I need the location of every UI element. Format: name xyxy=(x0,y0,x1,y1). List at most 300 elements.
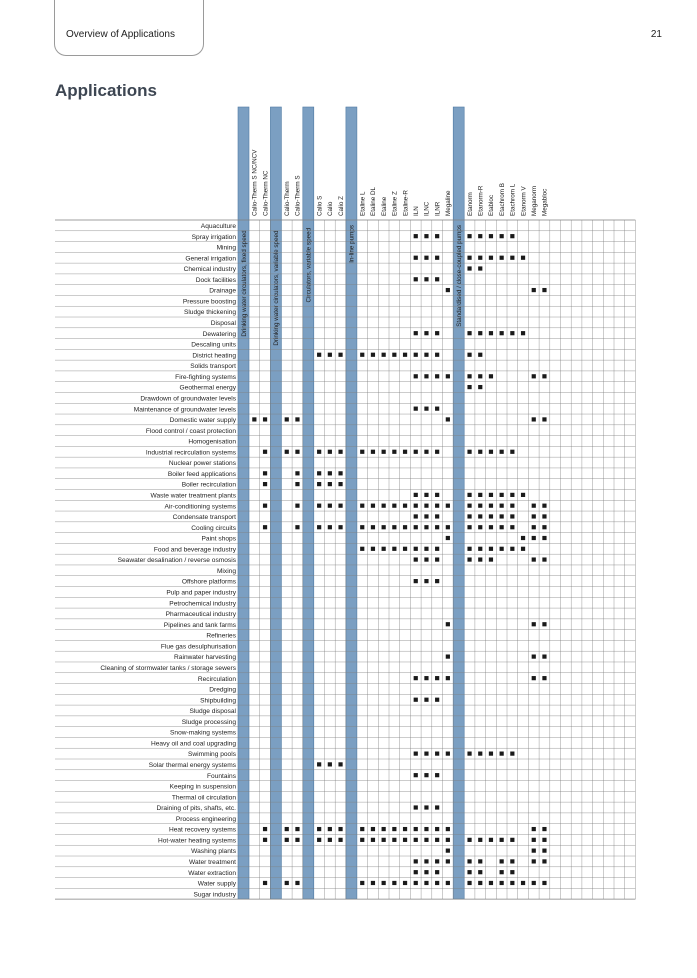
application-mark xyxy=(489,881,493,885)
column-header: Calio-Therm S xyxy=(294,175,302,216)
application-mark xyxy=(317,827,321,831)
application-mark xyxy=(532,838,536,842)
application-mark xyxy=(338,450,342,454)
application-mark xyxy=(446,827,450,831)
row-label: Cooling circuits xyxy=(191,524,236,532)
application-mark xyxy=(360,827,364,831)
application-mark xyxy=(489,838,493,842)
row-label: Snow-making systems xyxy=(170,729,236,737)
application-mark xyxy=(403,353,407,357)
row-label: Swimming pools xyxy=(187,751,236,759)
application-mark xyxy=(392,450,396,454)
column-header: Calio-Therm NC xyxy=(262,170,270,216)
application-mark xyxy=(532,374,536,378)
application-mark xyxy=(424,450,428,454)
row-label: Mining xyxy=(216,244,236,252)
application-mark xyxy=(392,838,396,842)
row-label: Spray irrigation xyxy=(191,233,236,241)
application-mark xyxy=(371,547,375,551)
application-mark xyxy=(285,881,289,885)
application-mark xyxy=(446,374,450,378)
application-mark xyxy=(317,525,321,529)
row-label: Pulp and paper industry xyxy=(166,589,236,597)
application-mark xyxy=(424,698,428,702)
application-mark xyxy=(360,547,364,551)
application-mark xyxy=(424,773,428,777)
application-mark xyxy=(435,277,439,281)
application-mark xyxy=(295,482,299,486)
application-mark xyxy=(500,547,504,551)
application-mark xyxy=(295,827,299,831)
application-mark xyxy=(317,838,321,842)
application-mark xyxy=(532,622,536,626)
application-mark xyxy=(542,622,546,626)
application-mark xyxy=(542,654,546,658)
application-mark xyxy=(542,374,546,378)
application-mark xyxy=(392,525,396,529)
application-mark xyxy=(295,450,299,454)
application-mark xyxy=(328,762,332,766)
application-mark xyxy=(446,417,450,421)
application-mark xyxy=(360,450,364,454)
row-label: Disposal xyxy=(210,320,236,328)
column-header: Calio-Therm S NC/NCV xyxy=(251,149,259,216)
row-label: Sludge processing xyxy=(181,718,236,726)
column-header: Etanorm V xyxy=(520,186,528,216)
application-mark xyxy=(382,525,386,529)
application-mark xyxy=(414,547,418,551)
application-mark xyxy=(478,881,482,885)
application-mark xyxy=(414,493,418,497)
application-mark xyxy=(500,493,504,497)
application-mark xyxy=(360,525,364,529)
group-label: In-line pumps xyxy=(348,224,356,263)
application-mark xyxy=(478,385,482,389)
application-mark xyxy=(371,504,375,508)
application-mark xyxy=(467,870,471,874)
application-mark xyxy=(489,493,493,497)
application-mark xyxy=(328,450,332,454)
application-mark xyxy=(467,450,471,454)
row-label: Fire-fighting systems xyxy=(175,373,236,381)
column-header: Etaline xyxy=(380,196,388,216)
application-mark xyxy=(435,676,439,680)
application-mark xyxy=(414,504,418,508)
row-label: Seawater desalination / reverse osmosis xyxy=(117,557,236,565)
application-mark xyxy=(478,450,482,454)
application-mark xyxy=(414,514,418,518)
application-mark xyxy=(263,471,267,475)
application-mark xyxy=(446,881,450,885)
application-mark xyxy=(500,234,504,238)
application-mark xyxy=(338,482,342,486)
application-mark xyxy=(478,870,482,874)
application-mark xyxy=(532,417,536,421)
application-mark xyxy=(542,514,546,518)
application-mark xyxy=(317,482,321,486)
column-header: Etanorm xyxy=(466,192,474,216)
application-mark xyxy=(500,752,504,756)
application-mark xyxy=(382,547,386,551)
application-mark xyxy=(424,752,428,756)
application-mark xyxy=(263,450,267,454)
row-label: Dock facilities xyxy=(195,276,236,284)
row-label: Heavy oil and coal upgrading xyxy=(150,740,236,748)
application-mark xyxy=(435,827,439,831)
application-mark xyxy=(414,676,418,680)
application-mark xyxy=(435,407,439,411)
application-mark xyxy=(392,881,396,885)
application-mark xyxy=(532,849,536,853)
application-mark xyxy=(382,353,386,357)
row-label: Nuclear power stations xyxy=(168,460,236,468)
application-mark xyxy=(510,752,514,756)
application-mark xyxy=(467,525,471,529)
application-mark xyxy=(467,557,471,561)
row-label: Process engineering xyxy=(175,815,236,823)
application-mark xyxy=(328,482,332,486)
row-label: Flood control / coast protection xyxy=(145,427,236,435)
group-label: Standardised / close-coupled pumps xyxy=(456,224,463,327)
application-mark xyxy=(414,525,418,529)
application-mark xyxy=(489,256,493,260)
application-mark xyxy=(435,698,439,702)
group-label: Circulators, variable speed xyxy=(305,227,313,303)
application-mark xyxy=(532,654,536,658)
application-mark xyxy=(467,838,471,842)
column-header: Meganorm xyxy=(531,185,538,216)
application-mark xyxy=(478,525,482,529)
application-mark xyxy=(295,881,299,885)
application-mark xyxy=(478,256,482,260)
row-label: District heating xyxy=(192,352,236,360)
application-mark xyxy=(467,881,471,885)
application-mark xyxy=(285,827,289,831)
application-mark xyxy=(263,417,267,421)
application-mark xyxy=(328,504,332,508)
application-mark xyxy=(382,504,386,508)
application-mark xyxy=(500,525,504,529)
application-mark xyxy=(414,234,418,238)
application-mark xyxy=(500,504,504,508)
row-label: Boiler recirculation xyxy=(181,481,236,489)
group-label: Drinking water circulators, fixed speed xyxy=(240,230,248,337)
application-mark xyxy=(435,557,439,561)
application-mark xyxy=(542,838,546,842)
application-mark xyxy=(392,827,396,831)
application-mark xyxy=(510,525,514,529)
row-label: Air-conditioning systems xyxy=(164,503,236,511)
column-header: Megabloc xyxy=(541,188,549,216)
application-mark xyxy=(467,374,471,378)
application-mark xyxy=(403,547,407,551)
application-mark xyxy=(446,288,450,292)
application-mark xyxy=(521,547,525,551)
application-mark xyxy=(467,385,471,389)
application-mark xyxy=(478,547,482,551)
application-mark xyxy=(478,752,482,756)
application-mark xyxy=(414,698,418,702)
application-mark xyxy=(338,471,342,475)
application-mark xyxy=(521,331,525,335)
application-mark xyxy=(424,525,428,529)
application-mark xyxy=(360,353,364,357)
application-mark xyxy=(435,881,439,885)
application-mark xyxy=(435,234,439,238)
application-mark xyxy=(338,504,342,508)
application-mark xyxy=(338,838,342,842)
column-header: Etaline Z xyxy=(391,191,399,216)
row-label: Condensate transport xyxy=(172,514,236,522)
application-mark xyxy=(263,881,267,885)
row-label: Thermal oil circulation xyxy=(171,794,236,802)
application-mark xyxy=(489,374,493,378)
application-mark xyxy=(467,514,471,518)
application-mark xyxy=(510,256,514,260)
application-mark xyxy=(414,805,418,809)
application-mark xyxy=(403,881,407,885)
row-label: Homogenisation xyxy=(188,438,236,446)
application-mark xyxy=(542,504,546,508)
application-mark xyxy=(446,622,450,626)
application-mark xyxy=(467,752,471,756)
application-mark xyxy=(435,752,439,756)
application-mark xyxy=(263,827,267,831)
application-mark xyxy=(489,752,493,756)
application-mark xyxy=(446,654,450,658)
application-mark xyxy=(392,504,396,508)
application-mark xyxy=(371,838,375,842)
row-label: Chemical industry xyxy=(183,266,236,274)
application-mark xyxy=(338,762,342,766)
row-label: Cleaning of stormwater tanks / storage sewers xyxy=(100,664,236,672)
application-mark xyxy=(424,881,428,885)
application-mark xyxy=(489,504,493,508)
group-band xyxy=(238,107,249,899)
application-mark xyxy=(424,493,428,497)
application-mark xyxy=(532,859,536,863)
application-mark xyxy=(446,504,450,508)
column-header: ILN xyxy=(413,206,420,216)
application-mark xyxy=(403,827,407,831)
application-mark xyxy=(414,881,418,885)
application-mark xyxy=(328,471,332,475)
application-mark xyxy=(435,514,439,518)
column-header: Calio-Therm xyxy=(284,181,291,216)
application-mark xyxy=(478,514,482,518)
application-mark xyxy=(467,547,471,551)
application-mark xyxy=(295,838,299,842)
application-mark xyxy=(424,579,428,583)
row-label: Maintenance of groundwater levels xyxy=(133,406,236,414)
application-mark xyxy=(510,838,514,842)
application-mark xyxy=(478,838,482,842)
column-header: Etaline L xyxy=(359,191,367,216)
row-label: Aquaculture xyxy=(200,223,236,230)
application-mark xyxy=(285,450,289,454)
application-mark xyxy=(371,881,375,885)
application-mark xyxy=(478,374,482,378)
column-header: Megaline xyxy=(445,190,453,216)
row-label: Waste water treatment plants xyxy=(150,492,236,500)
application-mark xyxy=(392,353,396,357)
row-label: Boiler feed applications xyxy=(167,470,236,478)
application-mark xyxy=(521,493,525,497)
application-mark xyxy=(489,547,493,551)
application-mark xyxy=(500,838,504,842)
application-mark xyxy=(435,773,439,777)
application-mark xyxy=(500,870,504,874)
application-mark xyxy=(295,504,299,508)
application-mark xyxy=(328,827,332,831)
application-mark xyxy=(478,504,482,508)
column-header: Etaline-R xyxy=(402,190,410,216)
application-mark xyxy=(446,676,450,680)
row-label: Drawdown of groundwater levels xyxy=(140,395,236,403)
application-mark xyxy=(435,838,439,842)
application-mark xyxy=(263,525,267,529)
application-mark xyxy=(500,859,504,863)
application-mark xyxy=(424,557,428,561)
application-mark xyxy=(489,557,493,561)
header-title: Overview of Applications xyxy=(66,29,175,40)
application-mark xyxy=(542,288,546,292)
row-label: Pressure boosting xyxy=(182,298,236,306)
application-mark xyxy=(478,859,482,863)
application-mark xyxy=(263,504,267,508)
application-mark xyxy=(263,838,267,842)
application-mark xyxy=(435,331,439,335)
application-mark xyxy=(317,450,321,454)
application-mark xyxy=(435,525,439,529)
application-mark xyxy=(435,579,439,583)
application-mark xyxy=(532,514,536,518)
application-mark xyxy=(435,493,439,497)
column-header: ILNR xyxy=(434,201,442,216)
row-label: Recirculation xyxy=(197,675,236,683)
application-mark xyxy=(446,525,450,529)
application-mark xyxy=(285,838,289,842)
application-mark xyxy=(317,504,321,508)
application-mark xyxy=(478,266,482,270)
application-mark xyxy=(478,493,482,497)
column-header: Calio xyxy=(327,201,335,216)
application-mark xyxy=(467,493,471,497)
application-mark xyxy=(467,859,471,863)
application-mark xyxy=(467,234,471,238)
row-label: Solids transport xyxy=(190,363,236,371)
row-label: Mixing xyxy=(216,567,236,575)
column-header: Calio Z xyxy=(337,196,345,216)
row-label: Solar thermal energy systems xyxy=(148,762,236,769)
application-mark xyxy=(424,504,428,508)
application-mark xyxy=(467,353,471,357)
application-mark xyxy=(360,881,364,885)
application-mark xyxy=(424,805,428,809)
application-mark xyxy=(424,838,428,842)
row-label: Offshore platforms xyxy=(181,578,236,586)
application-mark xyxy=(371,450,375,454)
application-mark xyxy=(414,752,418,756)
application-mark xyxy=(424,827,428,831)
application-mark xyxy=(414,277,418,281)
application-mark xyxy=(414,859,418,863)
row-label: Flue gas desulphurisation xyxy=(160,643,236,651)
column-header: Calio S xyxy=(316,195,324,216)
application-mark xyxy=(414,557,418,561)
application-mark xyxy=(532,881,536,885)
application-mark xyxy=(371,827,375,831)
application-mark xyxy=(521,881,525,885)
application-mark xyxy=(446,838,450,842)
row-label: Food and beverage industry xyxy=(153,546,236,554)
application-mark xyxy=(510,870,514,874)
application-mark xyxy=(446,859,450,863)
row-label: Draining of pits, shafts, etc. xyxy=(156,805,236,813)
application-mark xyxy=(414,870,418,874)
application-mark xyxy=(424,514,428,518)
application-mark xyxy=(542,849,546,853)
application-mark xyxy=(542,557,546,561)
application-mark xyxy=(285,417,289,421)
row-label: Heat recovery systems xyxy=(168,826,236,834)
application-mark xyxy=(328,353,332,357)
column-header: Etachrom L xyxy=(509,183,517,216)
row-label: Sludge thickening xyxy=(183,309,236,317)
application-mark xyxy=(382,838,386,842)
application-mark xyxy=(532,288,536,292)
application-mark xyxy=(382,827,386,831)
row-label: Washing plants xyxy=(191,848,236,856)
application-mark xyxy=(424,256,428,260)
row-label: Sludge disposal xyxy=(189,708,236,716)
application-mark xyxy=(338,353,342,357)
group-band xyxy=(270,107,281,899)
application-mark xyxy=(542,859,546,863)
application-mark xyxy=(435,256,439,260)
application-mark xyxy=(532,557,536,561)
application-mark xyxy=(424,870,428,874)
application-mark xyxy=(414,773,418,777)
application-mark xyxy=(532,827,536,831)
application-mark xyxy=(414,407,418,411)
application-mark xyxy=(317,471,321,475)
application-mark xyxy=(500,514,504,518)
application-mark xyxy=(521,536,525,540)
application-mark xyxy=(403,838,407,842)
application-mark xyxy=(263,482,267,486)
row-label: Paint shops xyxy=(201,535,236,543)
group-band xyxy=(303,107,314,899)
row-label: Geothermal energy xyxy=(179,384,236,392)
application-mark xyxy=(295,525,299,529)
application-mark xyxy=(424,277,428,281)
page-title: Applications xyxy=(55,81,158,100)
application-mark xyxy=(435,547,439,551)
application-mark xyxy=(424,547,428,551)
application-mark xyxy=(510,331,514,335)
application-mark xyxy=(532,525,536,529)
application-mark xyxy=(478,557,482,561)
row-label: Water supply xyxy=(197,880,236,888)
column-header: ILNC xyxy=(423,201,431,216)
column-header: Etanorm-R xyxy=(477,185,485,216)
row-label: Domestic water supply xyxy=(169,417,236,425)
application-mark xyxy=(446,536,450,540)
application-mark xyxy=(478,353,482,357)
row-label: General irrigation xyxy=(185,255,236,263)
application-mark xyxy=(446,752,450,756)
